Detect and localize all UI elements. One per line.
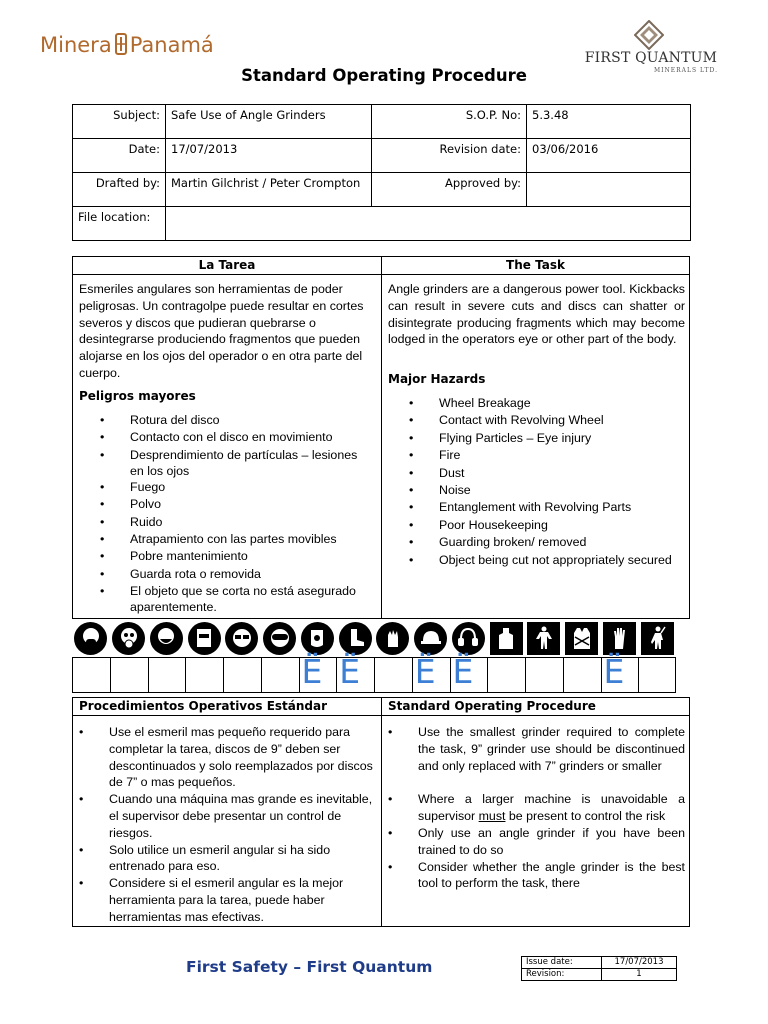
gas-mask-icon: [112, 622, 145, 655]
task-heading-es: La Tarea: [73, 257, 382, 275]
revision-value: 1: [602, 969, 677, 981]
revision-date-label: Revision date:: [372, 139, 527, 173]
check-mark-icon: Ë: [603, 652, 625, 691]
ppe-check-cell: [563, 658, 601, 692]
procedures-heading-en: Standard Operating Procedure: [382, 698, 689, 716]
emphasis-text: must: [478, 809, 506, 824]
list-item: • Desprendimiento de partículas – lesiones en los ojos: [100, 447, 358, 479]
issue-date-label: Issue date:: [522, 957, 602, 969]
subject-value: Safe Use of Angle Grinders: [166, 105, 372, 139]
ppe-check-cell: [261, 658, 299, 692]
document-title: Standard Operating Procedure: [241, 66, 527, 85]
list-item: • Poor Housekeeping: [409, 517, 684, 534]
list-item: • Noise: [409, 482, 684, 499]
revision-info-table: [521, 956, 677, 981]
hi-vis-vest-icon: [565, 622, 598, 655]
safety-glasses-icon: [225, 622, 258, 655]
hazards-list-en: [409, 395, 684, 568]
ppe-checkbox-row: [72, 652, 676, 693]
goggles-icon: [263, 622, 296, 655]
list-item: • Ruido: [100, 514, 358, 531]
list-item: • Solo utilice un esmeril angular si ha sido entrenado para eso.: [79, 842, 375, 876]
ppe-check-cell: [223, 658, 261, 692]
task-section: [72, 256, 690, 619]
list-item: • Entanglement with Revolving Parts: [409, 499, 684, 516]
list-item: • Use el esmeril mas pequeño requerido para completar la tarea, discos de 9” deben ser descontinuados y solo reemplazados por discos de 7” o mas pequeños.: [79, 724, 375, 791]
list-item: • Wheel Breakage: [409, 395, 684, 412]
check-mark-icon: Ë: [339, 652, 361, 691]
list-item: • Flying Particles – Eye injury: [409, 430, 684, 447]
minera-panama-logo: [40, 33, 214, 57]
list-item: • Fire: [409, 447, 684, 464]
revision-label: Revision:: [522, 969, 602, 981]
face-shield-icon: [301, 622, 334, 655]
approved-by-value: [527, 173, 691, 207]
table-row: [73, 207, 691, 241]
list-item: • Rotura del disco: [100, 412, 358, 429]
column-divider: [381, 257, 382, 618]
table-row: [522, 969, 677, 981]
procedures-list-es: [79, 724, 375, 926]
list-item: • Cuando una máquina mas grande es inevitable, el supervisor debe presentar un control de riesgos.: [79, 791, 375, 841]
ppe-check-cell: [487, 658, 525, 692]
check-mark-icon: Ë: [414, 652, 436, 691]
respirator-mask-icon: [74, 622, 107, 655]
ppe-check-cell: [185, 658, 223, 692]
table-row: [73, 173, 691, 207]
sop-number-value: 5.3.48: [527, 105, 691, 139]
list-item: • Fuego: [100, 479, 358, 496]
table-row: [73, 139, 691, 173]
list-item: • Consider whether the angle grinder is the best tool to perform the task, there: [388, 859, 685, 893]
dust-mask-icon: [150, 622, 183, 655]
sop-number-label: S.O.P. No:: [372, 105, 527, 139]
list-item: • El objeto que se corta no está asegurado aparentemente.: [100, 583, 358, 615]
ppe-check-cell: [412, 652, 450, 692]
procedures-list-en: [388, 724, 685, 892]
subject-label: Subject:: [73, 105, 166, 139]
table-row: [73, 105, 691, 139]
date-value: 17/07/2013: [166, 139, 372, 173]
list-item: • Dust: [409, 465, 684, 482]
coverall-icon: [527, 622, 560, 655]
drafted-by-value: Martin Gilchrist / Peter Crompton: [166, 173, 372, 207]
date-label: Date:: [73, 139, 166, 173]
file-location-value: [166, 207, 691, 241]
procedures-section: [72, 697, 690, 927]
footer-slogan: First Safety – First Quantum: [186, 958, 433, 976]
logo-text-panama: Panamá: [129, 33, 214, 57]
list-item: • Polvo: [100, 496, 358, 513]
file-location-label: File location:: [73, 207, 166, 241]
list-item: • Only use an angle grinder if you have been trained to do so: [388, 825, 685, 859]
task-description-es: Esmeriles angulares son herramientas de poder peligrosas. Un contragolpe puede resultar en cortes severos y discos que pudieran quebrarse o desintegrarse produciendo fragmentos que pueden alojarse en los ojos del operador o en otra parte del cuerpo.: [79, 282, 364, 380]
hazards-list-es: [100, 412, 358, 615]
safety-boots-icon: [339, 622, 372, 655]
ppe-check-cell: [336, 652, 374, 692]
list-item: • Object being cut not appropriately secured: [409, 552, 684, 568]
ppe-check-cell: [601, 652, 639, 692]
task-heading-en: The Task: [382, 257, 689, 275]
procedures-heading-es: Procedimientos Operativos Estándar: [73, 698, 382, 716]
harness-icon: [641, 622, 674, 655]
ppe-check-cell: [638, 658, 676, 692]
list-item: • Guarding broken/ removed: [409, 534, 684, 551]
list-item: • Pobre mantenimiento: [100, 548, 358, 565]
hand-protection-icon: [603, 622, 636, 655]
task-description-en: Angle grinders are a dangerous power tool. Kickbacks can result in severe cuts and discs can shatter or disintegrate producing fragments which may become lodged in the operators eye or other part of the body.: [388, 282, 685, 347]
approved-by-label: Approved by:: [372, 173, 527, 207]
list-item: • Considere si el esmeril angular es la mejor herramienta para la tarea, puede haber herramientas mas efectivas.: [79, 875, 375, 925]
list-item: • Contact with Revolving Wheel: [409, 412, 684, 429]
ppe-check-cell: [72, 658, 110, 692]
hazards-title-es: Peligros mayores: [79, 389, 196, 403]
ppe-check-cell: [525, 658, 563, 692]
drafted-by-label: Drafted by:: [73, 173, 166, 207]
welding-helmet-icon: [188, 622, 221, 655]
hard-hat-icon: [414, 622, 447, 655]
sop-info-table: [72, 104, 691, 241]
ppe-check-cell: [450, 652, 488, 692]
diamond-logo-icon: [634, 20, 664, 50]
ppe-check-cell: [299, 652, 337, 692]
logo-company-sub: MINERALS LTD.: [654, 67, 718, 74]
column-divider: [381, 698, 382, 926]
logo-text-minera: Minera: [40, 33, 112, 57]
list-item: • Guarda rota o removida: [100, 566, 358, 583]
table-row: [522, 957, 677, 969]
hazards-title-en: Major Hazards: [388, 372, 486, 386]
ppe-check-cell: [148, 658, 186, 692]
list-item: • Contacto con el disco en movimiento: [100, 429, 358, 446]
revision-date-value: 03/06/2016: [527, 139, 691, 173]
ppe-check-cell: [374, 658, 412, 692]
issue-date-value: 17/07/2013: [602, 957, 677, 969]
check-mark-icon: Ë: [452, 652, 474, 691]
ear-muffs-icon: [452, 622, 485, 655]
ppe-check-cell: [110, 658, 148, 692]
list-item: • Use the smallest grinder required to complete the task, 9” grinder use should be discontinued and only replaced with 7” grinders or smaller: [388, 724, 685, 774]
ppe-icon-row: [72, 619, 676, 657]
list-item: • Where a larger machine is unavoidable a supervisor must be present to control the risk: [388, 791, 685, 825]
list-item: • Atrapamiento con las partes movibles: [100, 531, 358, 548]
logo-company-name: FIRST QUANTUM: [584, 50, 718, 66]
check-mark-icon: Ë: [301, 652, 323, 691]
apron-icon: [490, 622, 523, 655]
logo-mark-icon: [114, 33, 128, 55]
gloves-icon: [376, 622, 409, 655]
